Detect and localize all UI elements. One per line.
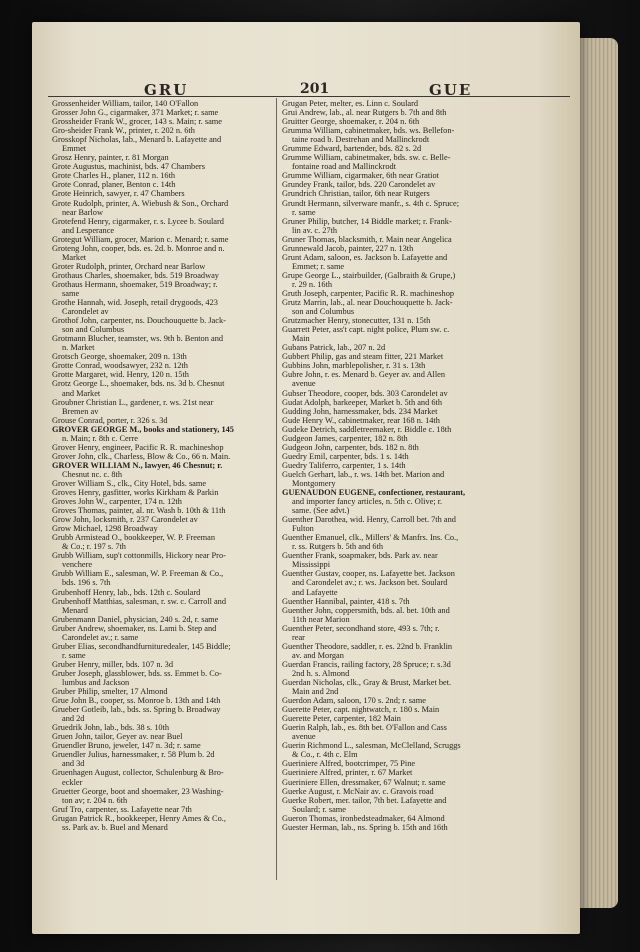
directory-entry: Gudeke Detrich, saddletreemaker, r. Biddle c. 18th [282,424,452,434]
directory-entry: Grotz George L., shoemaker, bds. ns. 3d b. Chesnut [52,379,225,389]
directory-entry: Grumme William, cigarmaker, 6th near Gratiot [282,171,439,181]
directory-entry: Gubbert Philip, gas and steam fitter, 221 Market [282,352,444,362]
entry-continuation: Main [292,334,310,344]
directory-entry: GUENAUDON EUGENE, confectioner, restaurant, [282,488,466,498]
directory-entry: Grui Andrew, lab., al. near Rutgers b. 7th and 8th [282,108,447,118]
directory-entry: Gude Henry W., cabinetmaker, rear 168 n. 14th [282,415,440,425]
entry-continuation: avenue [292,732,316,742]
directory-entry: Grow Michael, 1298 Broadway [52,524,158,534]
directory-entry: Guenther Hannibal, painter, 418 s. 7th [282,596,410,606]
entry-continuation: n. Market [62,343,95,353]
directory-entry: Guerke Robert, mer. tailor, 7th bet. Lafayette and [282,795,447,805]
directory-entry: Guerdan Nicholas, clk., Gray & Brust, Market bet. [282,678,452,687]
entry-continuation: ton av; r. 204 n. 6th [62,795,128,805]
directory-entry: Guerette Peter, capt. nightwatch, r. 180 s. Main [282,705,440,715]
directory-entry: Grue John B., cooper, ss. Monroe b. 13th and 14th [52,696,221,706]
directory-entry: Grover William S., clk., City Hotel, bds. same [52,478,207,488]
directory-entry: Grubenmann Daniel, physician, 240 s. 2d, r. same [52,614,219,624]
directory-entry: Gruetter George, boot and shoemaker, 23 Washing- [52,786,224,796]
left-column [52,99,272,832]
entry-continuation: Main and 2nd [292,687,339,697]
entry-continuation: Emmet; r. same [292,261,345,271]
directory-entry: Gruber Andrew, shoemaker, ns. Lami b. Step and [52,623,217,633]
directory-entry: Guerin Ralph, lab., es. 8th bet. O'Fallon and Cass [282,723,447,733]
directory-entry: Guenther Theodore, saddler, r. es. 22nd b. Franklin [282,641,453,651]
directory-entry: Grothof John, carpenter, ns. Douchouquette b. Jack- [52,316,226,326]
directory-entry: Gudgeon James, carpenter, 182 n. 8th [282,433,408,443]
directory-entry: Guerin Richmond L., salesman, McClelland, Scruggs [282,741,461,751]
directory-entry: Grotegut William, grocer, Marion c. Menard; r. same [52,234,229,244]
directory-entry: Grubb William E., salesman, W. P. Freeman & Co., [52,569,224,579]
directory-entry: Gudgeon John, carpenter, bds. 182 n. 8th [282,442,419,452]
directory-entry: Gruendler Julius, harnessmaker, r. 58 Plum b. 2d [52,750,215,760]
entry-continuation: and Lesperance [62,225,115,235]
entry-continuation: Soulard; r. same [292,804,346,814]
entry-continuation: taine road b. Destrehan and Mallinckrodt [292,135,430,145]
directory-entry: Grotsch George, shoemaker, 209 n. 13th [52,352,187,362]
directory-entry: Guenther Emanuel, clk., Millers' & Manfrs. Ins. Co., [282,533,459,543]
directory-entry: Grothe Hannah, wid. Joseph, retail drygoods, 423 [52,298,218,308]
directory-entry: Guedry Emil, carpenter, bds. 1 s. 14th [282,451,409,461]
directory-entry: Gubre John, r. es. Menard b. Geyer av. and Allen [282,370,446,380]
directory-entry: Guenther Peter, secondhand store, 493 s. 7th; r. [282,623,440,633]
entry-continuation: and Market [62,388,101,398]
entry-continuation: Market [62,252,87,262]
directory-entry: Guerette Peter, carpenter, 182 Main [282,714,401,724]
entry-continuation: near Barlow [62,207,104,217]
entry-continuation: son and Columbus [292,307,355,317]
directory-entry: Grote Charles H., planer, 112 n. 16th [52,171,176,181]
directory-entry: Guenther Frank, soapmaker, bds. Park av. near [282,551,438,561]
directory-entry: Gruber Elias, secondhandfurnituredealer, 145 Biddle; [52,641,231,651]
directory-entry: Grote Augustus, machinist, bds. 47 Chambers [52,162,205,172]
directory-entry: Grundt Hermann, silverware manfr., s. 4th c. Spruce; [282,198,460,208]
entry-continuation: and importer fancy articles, n. 5th c. Olive; r. [292,497,443,507]
entry-continuation: Chesnut nc. c. 8th [62,469,123,479]
directory-entry: Gruber Philip, smelter, 17 Almond [52,687,168,697]
directory-entry: GROVER WILLIAM N., lawyer, 46 Chesnut; r. [52,460,223,470]
directory-entry: Gruenhagen August, collector, Schulenburg & Bro- [52,768,224,778]
entry-continuation: and Lafayette [292,587,338,597]
entry-continuation: r. 29 n. 16th [292,279,333,289]
entry-continuation: & Co., r. 4th c. Elm [292,750,358,760]
directory-entry: Grundey Frank, tailor, bds. 220 Carondelet av [282,180,436,190]
entry-continuation: & Co.; r. 197 s. 7th [62,542,126,552]
entry-continuation: Fulton [292,524,314,534]
directory-entry: Guelch Gerhart, lab., r. ws. 14th bet. Marion and [282,469,445,479]
header-left-guideword: GRU [144,81,189,99]
directory-entry: Gueron Thomas, ironbedsteadmaker, 64 Almond [282,813,445,823]
entry-continuation: av. and Morgan [292,650,344,660]
entry-continuation: Emmet [62,144,87,154]
directory-entry: Gruitter George, shoemaker, r. 204 n. 6th [282,117,420,127]
entry-continuation: Carondelet av [62,307,109,317]
entry-continuation: lumbus and Jackson [62,678,130,687]
directory-entry: Grugan Patrick R., bookkeeper, Henry Ames & Co., [52,813,226,823]
entry-continuation: eckler [62,777,83,787]
directory-entry: Groteng John, cooper, bds. es. 2d. b. Monroe and n. [52,243,225,253]
directory-entry: Gudding John, harnessmaker, bds. 234 Market [282,406,438,416]
directory-entry: Grouse Conrad, porter, r. 326 s. 3d [52,415,168,425]
directory-entry: Gruf Tro, carpenter, ss. Lafayette near 7th [52,804,192,814]
directory-entry: Gueriniere Ellen, dressmaker, 67 Walnut; r. same [282,777,446,787]
directory-entry: Grubenhoff Matthias, salesman, r. sw. c. Carroll and [52,596,227,606]
directory-entry: Gruendler Bruno, jeweler, 147 n. 3d; r. same [52,741,201,751]
entry-continuation: son and Columbus [62,325,125,335]
directory-entry: Grosser John G., cigarmaker, 371 Market; r. same [52,108,219,118]
directory-entry: GROVER GEORGE M., books and stationery, 145 [52,424,234,434]
entry-continuation: bds. 196 s. 7th [62,578,111,588]
entry-continuation: Bremen av [62,406,99,416]
directory-entry: Grossheider Frank W., grocer, 143 s. Main; r. same [52,117,222,127]
entry-continuation: Mississippi [292,560,331,570]
directory-entry: Guenther Gustav, cooper, ns. Lafayette bet. Jackson [282,569,455,579]
entry-continuation: Montgomery [292,478,336,488]
directory-entry: Grow John, locksmith, r. 237 Carondelet av [52,515,198,525]
directory-entry: Grotte Margaret, wid. Henry, 120 n. 15th [52,370,189,380]
directory-entry: Guenther Darothea, wid. Henry, Carroll bet. 7th and [282,515,456,525]
directory-entry: Grosskopf Nicholas, lab., Menard b. Lafayette and [52,135,222,145]
entry-continuation: and 2d [62,714,85,724]
entry-continuation: Carondelet av.; r. same [62,632,139,642]
directory-entry: Gruen John, tailor, Geyer av. near Buel [52,732,183,742]
entry-continuation: 2nd h. s. Almond [292,668,350,678]
directory-entry: Grunt Adam, saloon, es. Jackson b. Lafayette and [282,252,448,262]
entry-continuation: fontaine road and Mallinckrodt [292,162,397,172]
directory-entry: Grutzmacher Henry, stonecutter, 131 n. 15th [282,316,431,326]
directory-entry: Gruber Henry, miller, bds. 107 n. 3d [52,659,174,669]
entry-continuation: r. ss. Rutgers b. 5th and 6th [292,542,384,552]
directory-entry: Grubb Armistead O., bookkeeper, W. P. Freeman [52,533,216,543]
directory-entry: Grotefend Henry, cigarmaker, r. s. Lycee b. Soulard [52,216,224,226]
entry-continuation: n. Main; r. 8th c. Cerre [62,433,139,443]
directory-entry: Gruber Joseph, glassblower, bds. ss. Emmet b. Co- [52,668,222,678]
entry-continuation: same. (See advt.) [292,506,350,516]
directory-entry: Gubser Theodore, cooper, bds. 303 Carondelet av [282,388,448,398]
header-rule [48,96,570,97]
entry-continuation: lin av. c. 27th [292,225,338,235]
entry-continuation: avenue [292,379,316,389]
directory-entry: Grote Heinrich, sawyer, r. 47 Chambers [52,189,185,199]
directory-entry: Groves Thomas, painter, al. nr. Wash b. 10th & 11th [52,506,226,516]
entry-continuation: same [62,288,80,298]
directory-entry: Groves John W., carpenter, 174 n. 12th [52,497,182,507]
directory-entry: Grosz Henry, painter, r. 81 Morgan [52,153,169,163]
directory-entry: Gruedrik John, lab., bds. 38 s. 10th [52,723,170,733]
directory-entry: Guenther John, coppersmith, bds. al. bet. 10th and [282,605,450,615]
directory-entry: Grumme William, cabinetmaker, bds. sw. c. Belle- [282,153,451,163]
directory-entry: Grutz Marrin, lab., al. near Douchouquette b. Jack- [282,298,453,308]
entry-continuation: Menard [62,605,88,615]
directory-entry: Gueriniere Alfred, printer, r. 67 Market [282,768,413,778]
directory-entry: Groubner Christian L., gardener, r. ws. 21st near [52,397,214,407]
directory-entry: Gubans Patrick, lab., 207 n. 2d [282,343,386,353]
directory-entry: Guerdon Adam, saloon, 170 s. 2nd; r. same [282,696,426,706]
entry-continuation: 11th near Marion [292,614,350,624]
directory-entry: Gubbins John, marblepolisher, r. 31 s. 13th [282,361,426,371]
directory-entry: Grueber Gotleib, lab., bds. ss. Spring b. Broadway [52,705,221,715]
column-divider [276,98,277,880]
directory-entry: Gruth Joseph, carpenter, Pacific R. R. machineshop [282,288,455,298]
page-number: 201 [300,81,330,97]
directory-entry: Grotte Conrad, woodsawyer, 232 n. 12th [52,361,188,371]
directory-entry: Grumme Edward, bartender, bds. 82 s. 2d [282,144,422,154]
directory-entry: Groter Rudolph, printer, Orchard near Barlow [52,261,206,271]
directory-entry: Grubb William, sup't cottonmills, Hickory near Pro- [52,551,226,561]
entry-continuation: venchere [62,560,93,570]
directory-entry: Gudat Adolph, barkeeper, Market b. 5th and 6th [282,397,443,407]
directory-entry: Gro-sheider Frank W., printer, r. 202 n. 6th [52,126,195,136]
directory-entry: Grotmann Blucher, teamster, ws. 9th b. Benton and [52,334,224,344]
directory-entry: Grote Conrad, planer, Benton c. 14th [52,180,176,190]
directory-entry: Grundrich Christian, tailor, 6th near Rutgers [282,189,430,199]
directory-entry: Grothaus Charles, shoemaker, bds. 519 Broadway [52,270,219,280]
directory-entry: Grugan Peter, melter, es. Linn c. Soulard [282,99,419,108]
directory-entry: Grumma William, cabinetmaker, bds. ws. Bellefon- [282,126,455,136]
directory-entry: Grubenhoff Henry, lab., bds. 12th c. Soulard [52,587,201,597]
directory-entry: Grunnewald Jacob, painter, 227 n. 13th [282,243,414,253]
entry-continuation: rear [292,632,305,642]
entry-continuation: r. same [292,207,316,217]
directory-entry: Guedry Taliferro, carpenter, 1 s. 14th [282,460,406,470]
directory-entry: Guerke August, r. McNair av. c. Gravois road [282,786,434,796]
entry-continuation: and 3d [62,759,85,769]
directory-entry: Groves Henry, gasfitter, works Kirkham & Parkin [52,488,219,498]
directory-entry: Gueriniere Alfred, bootcrimper, 75 Pine [282,759,416,769]
right-column [282,99,510,832]
entry-continuation: ss. Park av. b. Buel and Menard [62,822,168,832]
directory-entry: Gruner Philip, butcher, 14 Biddle market; r. Frank- [282,216,452,226]
entry-continuation: r. same [62,650,86,660]
directory-entry: Grover John, clk., Charless, Blow & Co., 66 n. Main. [52,451,231,461]
directory-entry: Grossenheider William, tailor, 140 O'Fallon [52,99,199,108]
directory-entry: Grover Henry, engineer, Pacific R. R. machineshop [52,442,224,452]
header-right-guideword: GUE [429,81,473,99]
directory-entry: Grupe George L., stairbuilder, (Galbraith & Grupe,) [282,270,456,280]
entry-continuation: and Carondelet av.; r. ws. Jackson bet. Soulard [292,578,448,588]
directory-entry: Guester Herman, lab., ns. Spring b. 15th and 16th [282,822,448,832]
directory-entry: Guerdan Francis, railing factory, 28 Spruce; r. s.3d [282,659,451,669]
directory-entry: Grote Rudolph, printer, A. Wiebush & Son., Orchard [52,198,229,208]
directory-entry: Gruner Thomas, blacksmith, r. Main near Angelica [282,234,452,244]
directory-entry: Grothaus Hermann, shoemaker, 519 Broadway; r. [52,279,218,289]
directory-entry: Guarrett Peter, ass't capt. night police, Plum sw. c. [282,325,450,335]
